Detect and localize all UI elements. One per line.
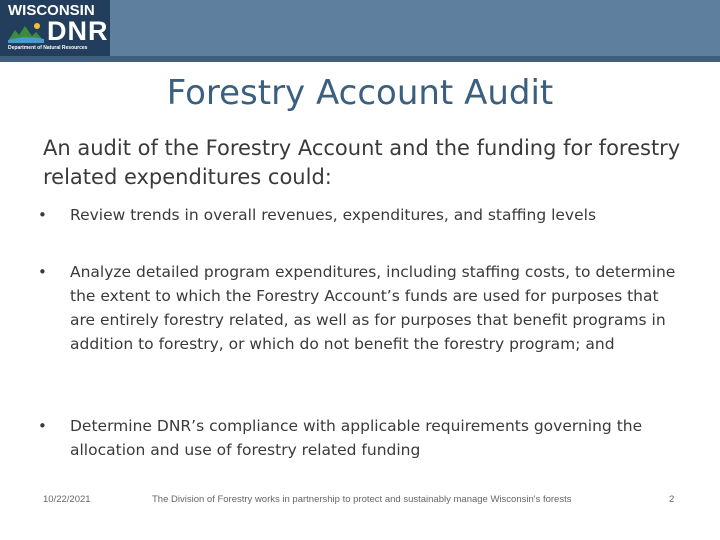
bullet-item bbox=[38, 260, 678, 356]
header-rule bbox=[0, 56, 720, 62]
bullet-item bbox=[38, 414, 678, 462]
bullet-text: Review trends in overall revenues, expenditures, and staffing levels bbox=[70, 206, 597, 224]
logo-department: Department of Natural Resources bbox=[8, 45, 88, 51]
bullet-item bbox=[38, 203, 678, 227]
bullet-text: Determine DNR’s compliance with applicable requirements governing the allocation and use of forestry related funding bbox=[70, 417, 643, 459]
logo-acronym: DNR bbox=[47, 16, 109, 46]
footer-date: 10/22/2021 bbox=[43, 494, 91, 505]
bullet-glyph: • bbox=[38, 417, 47, 435]
bullet-glyph: • bbox=[38, 263, 47, 281]
intro-text: An audit of the Forestry Account and the funding for forestry related expenditures could: bbox=[43, 136, 681, 189]
logo-landscape-icon bbox=[8, 21, 44, 43]
bullet-glyph: • bbox=[38, 206, 47, 224]
wisconsin-dnr-logo bbox=[0, 0, 110, 56]
page-number: 2 bbox=[669, 494, 675, 505]
footer-tagline: The Division of Forestry works in partnership to protect and sustainably manage Wisconsin's forests bbox=[152, 494, 572, 505]
logo-wordmark: WISCONSIN bbox=[8, 2, 95, 19]
bullet-text: Analyze detailed program expenditures, including staffing costs, to determine the extent to which the Forestry Account’s funds are used for purposes that are entirely forestry related, as well as for purposes that benefit programs in addition to forestry, or which do not benefit the forestry program; and bbox=[70, 263, 676, 353]
slide-title: Forestry Account Audit bbox=[166, 73, 554, 113]
